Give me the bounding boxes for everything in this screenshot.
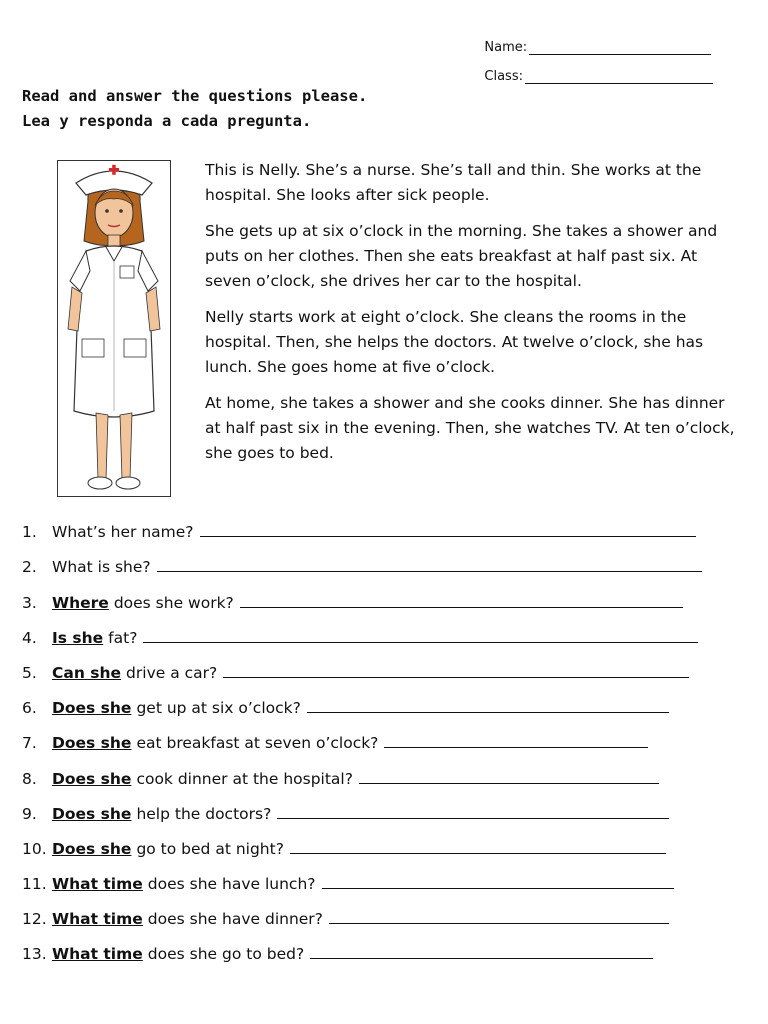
question-number: 9. [22,804,37,823]
instructions [22,84,367,134]
question-number: 13. [22,945,47,964]
name-label: Name: [484,40,528,55]
question-item [22,576,742,611]
question-text: does she go to bed? [147,945,305,964]
question-item [22,823,742,858]
name-answer-line[interactable] [529,40,711,55]
nurse-illustration [57,160,171,497]
answer-line[interactable] [384,732,648,748]
question-item [22,893,742,928]
answer-line[interactable] [277,803,669,819]
question-number: 4. [22,628,37,647]
question-number: 8. [22,769,37,788]
question-number: 12. [22,910,47,929]
question-keyword: What time [52,910,143,929]
question-text: help the doctors? [136,804,272,823]
question-keyword: Does she [52,699,132,718]
question-text: drive a car? [126,663,218,682]
answer-line[interactable] [223,662,689,678]
question-item [22,541,742,576]
story-paragraph: She gets up at six o’clock in the morning. She takes a shower and puts on her clothes. Then she eats breakfast at half past six. At seven o’clock, she drives her car to the hospital. [205,222,718,290]
class-answer-line[interactable] [525,69,713,84]
question-number: 11. [22,875,47,894]
answer-line[interactable] [290,838,666,854]
question-number: 2. [22,558,37,577]
answer-line[interactable] [240,592,683,608]
question-item [22,858,742,893]
question-text: does she work? [113,593,234,612]
question-text: fat? [108,628,138,647]
question-item [22,717,742,752]
question-number: 3. [22,593,37,612]
class-label: Class: [484,69,523,84]
question-item [22,506,742,541]
answer-line[interactable] [200,521,696,537]
question-keyword: Is she [52,628,104,647]
class-field-row [484,55,713,84]
question-number: 10. [22,839,47,858]
question-keyword: Does she [52,839,132,858]
question-keyword: What time [52,945,143,964]
instructions-english: Read and answer the questions please. [22,87,368,105]
answer-line[interactable] [157,556,702,572]
story-paragraph: At home, she takes a shower and she cooks dinner. She has dinner at half past six in the evening. Then, she watches TV. At ten o’clock, she goes to bed. [205,394,735,462]
question-keyword: What time [52,875,143,894]
question-keyword: Does she [52,769,132,788]
question-item [22,647,742,682]
question-keyword: Can she [52,663,122,682]
question-number: 1. [22,523,37,542]
question-text: What is she? [52,558,151,577]
answer-line[interactable] [359,768,659,784]
question-text: eat breakfast at seven o’clock? [136,734,379,753]
answer-line[interactable] [143,627,698,643]
reading-passage [205,158,745,477]
name-field-row [484,26,713,55]
question-keyword: Where [52,593,109,612]
question-number: 6. [22,699,37,718]
answer-line[interactable] [310,943,653,959]
question-item [22,682,742,717]
question-keyword: Does she [52,734,132,753]
nurse-icon [58,161,170,496]
student-info-fields [484,26,713,84]
question-number: 7. [22,734,37,753]
question-text: What’s her name? [52,523,194,542]
question-text: cook dinner at the hospital? [136,769,353,788]
question-item [22,928,742,963]
story-paragraph: Nelly starts work at eight o’clock. She cleans the rooms in the hospital. Then, she helps the doctors. At twelve o’clock, she has lunch. She goes home at five o’clock. [205,308,704,376]
question-number: 5. [22,663,37,682]
answer-line[interactable] [329,908,669,924]
answer-line[interactable] [307,697,669,713]
question-keyword: Does she [52,804,132,823]
instructions-spanish: Lea y responda a cada pregunta. [22,112,312,130]
answer-line[interactable] [322,873,674,889]
question-item [22,612,742,647]
question-text: go to bed at night? [136,839,284,858]
question-text: does she have dinner? [147,910,323,929]
question-item [22,788,742,823]
question-item [22,752,742,787]
question-text: get up at six o’clock? [136,699,301,718]
story-paragraph: This is Nelly. She’s a nurse. She’s tall and thin. She works at the hospital. She looks after sick people. [205,161,702,204]
question-text: does she have lunch? [147,875,316,894]
question-list [22,506,742,963]
